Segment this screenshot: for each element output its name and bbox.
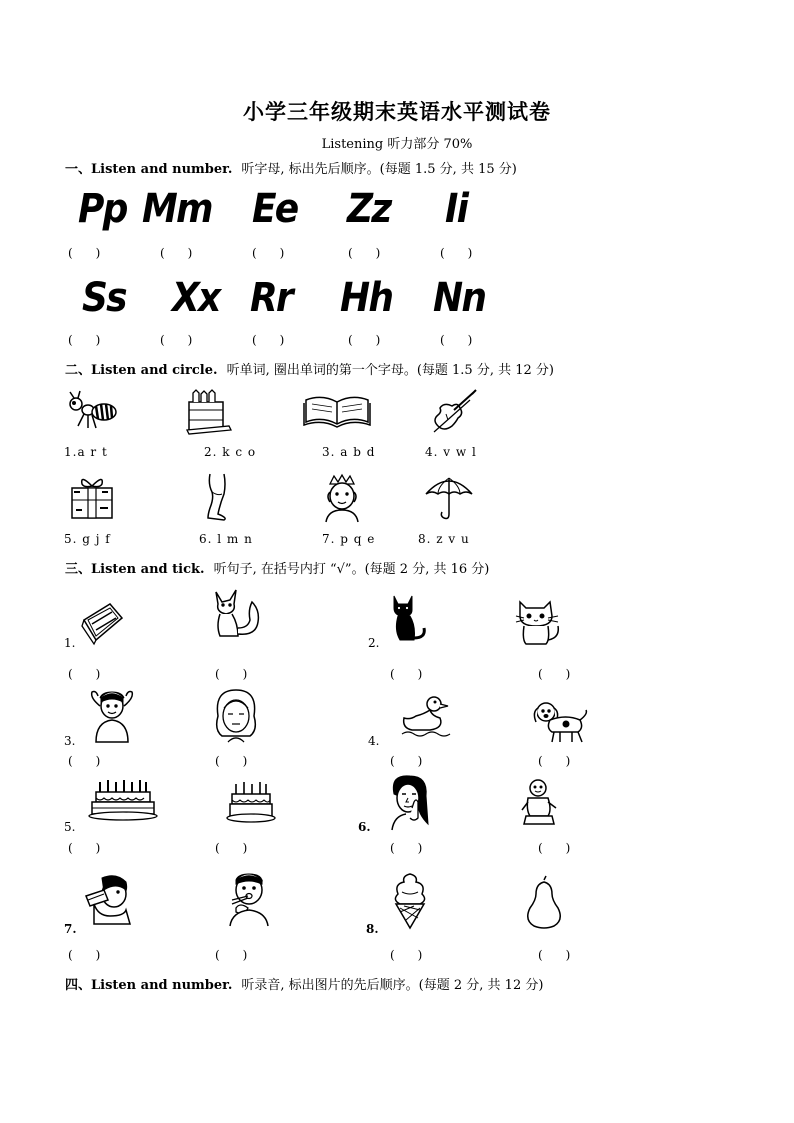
answer-blank[interactable]: ( ) [68, 667, 101, 681]
small-cake-icon [226, 780, 274, 824]
section-2-heading [65, 359, 554, 378]
letter-pair-7: Xx [172, 275, 220, 321]
black-cat-icon [390, 592, 430, 644]
page-subtitle: Listening 听力部分 70% [321, 137, 473, 152]
answer-blank[interactable]: ( ) [440, 333, 473, 347]
answer-blank[interactable]: ( ) [215, 841, 248, 855]
letter-pair-6: Ss [82, 275, 126, 321]
answer-blank[interactable]: ( ) [348, 246, 381, 260]
section-2-label: 二、Listen and circle. [65, 363, 218, 378]
question-number: 2. [368, 636, 380, 650]
answer-blank[interactable]: ( ) [390, 841, 423, 855]
baby-icon [520, 778, 560, 828]
violin-icon [430, 388, 480, 434]
queen-icon [318, 474, 366, 522]
letter-pair-2: Mm [142, 186, 212, 232]
eating-child-icon [222, 868, 278, 928]
answer-blank[interactable]: ( ) [252, 246, 285, 260]
ice-cream-icon [390, 872, 430, 930]
answer-blank[interactable]: ( ) [68, 841, 101, 855]
pencil-box-icon [80, 600, 124, 644]
answer-blank[interactable]: ( ) [68, 246, 101, 260]
question-number: 8. [366, 922, 379, 936]
letter-pair-5: Ii [445, 186, 468, 232]
word-option-2[interactable]: 2. k c o [204, 445, 257, 459]
section-1-heading [65, 158, 517, 177]
answer-blank[interactable]: ( ) [68, 333, 101, 347]
question-number: 3. [64, 734, 76, 748]
big-cake-icon [88, 778, 158, 822]
answer-blank[interactable]: ( ) [252, 333, 285, 347]
umbrella-icon [424, 474, 474, 522]
answer-blank[interactable]: ( ) [348, 333, 381, 347]
child-ears-icon [86, 688, 138, 744]
question-number: 5. [64, 820, 76, 834]
ant-icon [64, 390, 120, 436]
word-option-5[interactable]: 5. g j f [64, 532, 111, 546]
answer-blank[interactable]: ( ) [215, 754, 248, 768]
answer-blank[interactable]: ( ) [68, 754, 101, 768]
woman-face-icon [208, 686, 264, 744]
letter-pair-4: Zz [347, 186, 391, 232]
answer-blank[interactable]: ( ) [538, 841, 571, 855]
letter-pair-1: Pp [78, 186, 127, 232]
word-option-1[interactable]: 1.a r t [64, 445, 108, 459]
section-4-instruction: 听录音, 标出图片的先后顺序。(每题 2 分, 共 12 分) [241, 978, 544, 993]
crayons-icon [185, 390, 233, 434]
fox-icon [208, 588, 264, 640]
letter-pair-8: Rr [250, 275, 292, 321]
gift-icon [68, 474, 116, 520]
pear-icon [522, 876, 566, 930]
answer-blank[interactable]: ( ) [538, 667, 571, 681]
question-number: 6. [358, 820, 371, 834]
section-3-label: 三、Listen and tick. [65, 562, 205, 577]
section-4-label: 四、Listen and number. [65, 978, 233, 993]
answer-blank[interactable]: ( ) [440, 246, 473, 260]
section-3-instruction: 听句子, 在括号内打 “√”。(每题 2 分, 共 16 分) [213, 562, 490, 577]
leg-icon [200, 474, 234, 524]
word-option-6[interactable]: 6. l m n [199, 532, 253, 546]
section-3-heading [65, 558, 489, 577]
dog-icon [530, 700, 590, 744]
section-1-instruction: 听字母, 标出先后顺序。(每题 1.5 分, 共 15 分) [241, 162, 517, 177]
duck-icon [400, 694, 456, 740]
white-cat-icon [514, 596, 562, 646]
answer-blank[interactable]: ( ) [160, 333, 193, 347]
answer-blank[interactable]: ( ) [160, 246, 193, 260]
answer-blank[interactable]: ( ) [390, 667, 423, 681]
letter-pair-3: Ee [252, 186, 298, 232]
book-icon [302, 392, 372, 428]
question-number: 4. [368, 734, 380, 748]
letter-pair-10: Nn [433, 275, 486, 321]
answer-blank[interactable]: ( ) [215, 948, 248, 962]
section-4-heading [65, 974, 543, 993]
answer-blank[interactable]: ( ) [215, 667, 248, 681]
answer-blank[interactable]: ( ) [538, 754, 571, 768]
letter-pair-9: Hh [340, 275, 393, 321]
word-option-3[interactable]: 3. a b d [322, 445, 376, 459]
answer-blank[interactable]: ( ) [390, 948, 423, 962]
section-1-label: 一、Listen and number. [65, 162, 233, 177]
page-title: 小学三年级期末英语水平测试卷 [243, 99, 551, 124]
question-number: 1. [64, 636, 76, 650]
question-number: 7. [64, 922, 77, 936]
word-option-7[interactable]: 7. p q e [322, 532, 376, 546]
answer-blank[interactable]: ( ) [538, 948, 571, 962]
drinking-child-icon [80, 872, 140, 924]
answer-blank[interactable]: ( ) [390, 754, 423, 768]
girl-finger-icon [388, 774, 438, 830]
section-2-instruction: 听单词, 圈出单词的第一个字母。(每题 1.5 分, 共 12 分) [226, 363, 554, 378]
word-option-8[interactable]: 8. z v u [418, 532, 470, 546]
answer-blank[interactable]: ( ) [68, 948, 101, 962]
word-option-4[interactable]: 4. v w l [425, 445, 477, 459]
